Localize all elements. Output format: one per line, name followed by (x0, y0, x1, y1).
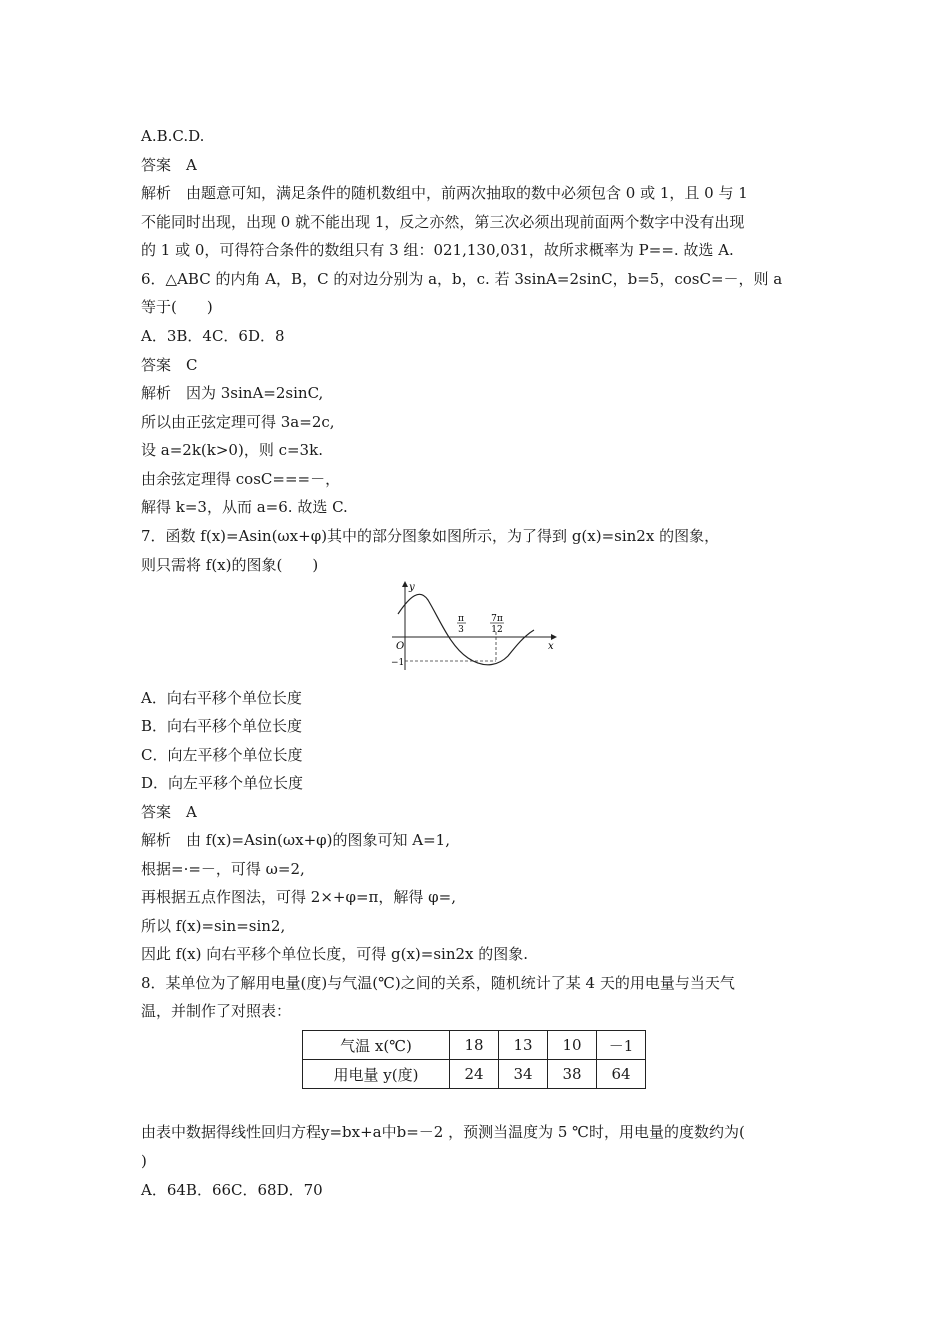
q6-analysis-line-5: 解得 k=3，从而 a=6. 故选 C. (141, 498, 348, 516)
seven-pi-over-12-numerator: 7π (491, 614, 503, 624)
q7-analysis-line-1: 解析 由 f(x)=Asin(ωx+φ)的图象可知 A=1, (141, 831, 450, 849)
pi-over-3-denominator: 3 (458, 625, 464, 635)
table-row (303, 1060, 646, 1089)
table-cell: 24 (450, 1060, 499, 1089)
q7-analysis-line-4: 所以 f(x)=sin=sin2, (141, 917, 286, 935)
origin-label: O (396, 641, 405, 652)
y-axis-label: y (409, 582, 415, 593)
q6-analysis-line-1: 解析 因为 3sinA=2sinC, (141, 384, 324, 402)
q6-stem-line-1: 6．△ABC 的内角 A，B，C 的对边分别为 a，b，c. 若 3sinA=2sinC，b=5，cosC=－，则 a (141, 270, 783, 288)
table-cell: 64 (597, 1060, 646, 1089)
q7-choice-a: A．向右平移个单位长度 (141, 689, 302, 707)
q8-stem-line-1: 8．某单位为了解用电量(度)与气温(℃)之间的关系，随机统计了某 4 天的用电量与当天气 (141, 974, 735, 992)
q7-stem-line-1: 7．函数 f(x)=Asin(ωx+φ)其中的部分图象如图所示，为了得到 g(x)=sin2x 的图象， (141, 527, 720, 545)
sine-graph-figure (388, 574, 564, 674)
q8-stem-line-4: ) (141, 1152, 147, 1170)
pi-over-3-numerator: π (458, 614, 464, 624)
x-axis-label: x (548, 641, 554, 652)
minus-one-label: −1 (391, 658, 405, 668)
table-row (303, 1031, 646, 1060)
q5-analysis-line-3: 的 1 或 0，可得符合条件的数组只有 3 组：021,130,031，故所求概率为 P==. 故选 A. (141, 241, 734, 259)
q7-analysis-line-3: 再根据五点作图法，可得 2×+φ=π，解得 φ=, (141, 888, 456, 906)
q8-stem-line-3: 由表中数据得线性回归方程y=bx+a中b=－2 ，预测当温度为 5 ℃时，用电量的度数约为( (141, 1123, 745, 1141)
table-cell: 13 (499, 1031, 548, 1060)
q6-analysis-line-3: 设 a=2k(k>0)，则 c=3k. (141, 441, 323, 459)
q7-stem-line-2: 则只需将 f(x)的图象( ) (141, 556, 319, 574)
q6-analysis-line-2: 所以由正弦定理可得 3a=2c, (141, 413, 335, 431)
q6-analysis-line-4: 由余弦定理得 cosC===－， (141, 470, 341, 488)
table-row-header: 气温 x(℃) (303, 1031, 450, 1060)
q7-choice-c: C．向左平移个单位长度 (141, 746, 303, 764)
table-cell: 18 (450, 1031, 499, 1060)
table-cell: 34 (499, 1060, 548, 1089)
q7-analysis-line-2: 根据=·=－，可得 ω=2, (141, 860, 305, 878)
q6-stem-line-2: 等于( ) (141, 298, 213, 316)
q5-analysis-line-2: 不能同时出现，出现 0 就不能出现 1，反之亦然，第三次必须出现前面两个数字中没有出现 (141, 213, 745, 231)
temperature-electricity-table (302, 1030, 646, 1089)
q7-answer: 答案 A (141, 803, 197, 821)
q5-answer: 答案 A (141, 156, 197, 174)
q5-choices: A.B.C.D. (141, 127, 205, 145)
q7-choice-d: D．向左平移个单位长度 (141, 774, 304, 792)
table-cell: －1 (597, 1031, 646, 1060)
q8-choices: A．64B．66C．68D．70 (141, 1181, 323, 1199)
table-cell: 38 (548, 1060, 597, 1089)
q7-choice-b: B．向右平移个单位长度 (141, 717, 303, 735)
q6-answer: 答案 C (141, 356, 198, 374)
table-cell: 10 (548, 1031, 597, 1060)
sine-curve (398, 594, 534, 664)
table-row-header: 用电量 y(度) (303, 1060, 450, 1089)
q6-choices: A．3B．4C．6D．8 (141, 327, 285, 345)
seven-pi-over-12-denominator: 12 (491, 625, 503, 635)
q7-analysis-line-5: 因此 f(x) 向右平移个单位长度，可得 g(x)=sin2x 的图象. (141, 945, 529, 963)
q5-analysis-line-1: 解析 由题意可知，满足条件的随机数组中，前两次抽取的数中必须包含 0 或 1，且 0 与 1 (141, 184, 748, 202)
q8-stem-line-2: 温，并制作了对照表： (141, 1002, 292, 1020)
